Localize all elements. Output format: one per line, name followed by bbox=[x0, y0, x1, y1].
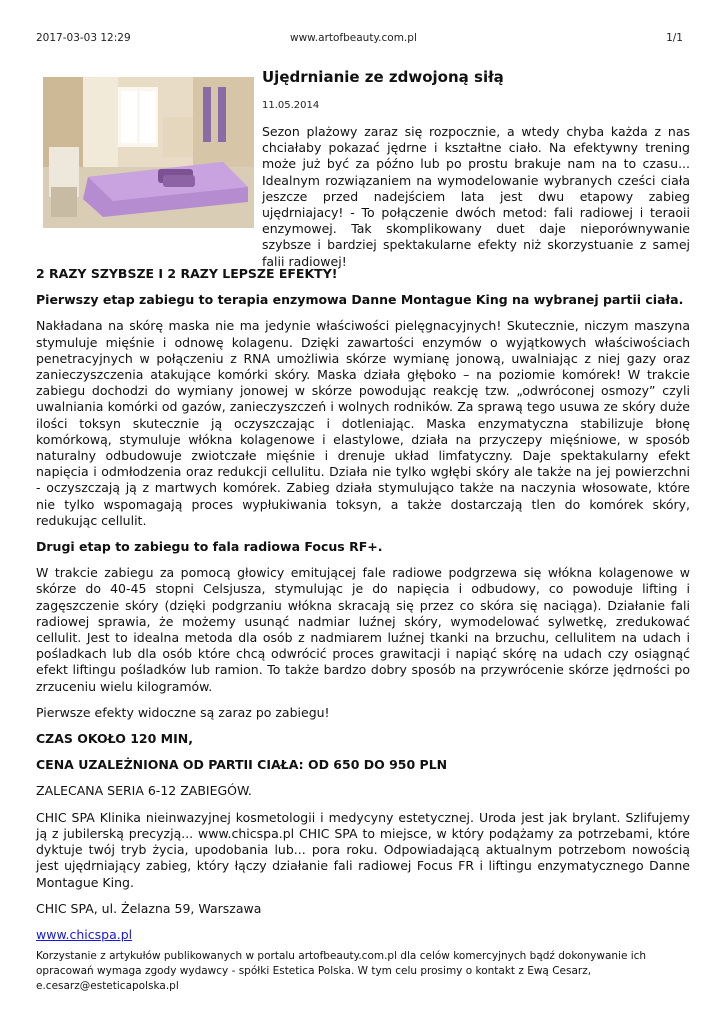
paragraph-effects: Pierwsze efekty widoczne są zaraz po zabiegu! bbox=[36, 704, 330, 720]
heading-time: CZAS OKOŁO 120 MIN, bbox=[36, 731, 193, 747]
print-url: www.artofbeauty.com.pl bbox=[290, 32, 417, 44]
footer-notice: Korzystanie z artykułów publikowanych w portalu artofbeauty.com.pl dla celów komercyjnych bądź dokonywanie ich opracowań wymaga zgody wydawcy - spółki Estetica Polska. W tym celu prosimy o kontakt z Ewą Cesarz, e.cesarz@esteticapolska.pl bbox=[36, 950, 647, 992]
paragraph-enzyme: Nakładana na skórę maska nie ma jedynie właściwości pielęgnacyjnych! Skutecznie, niczym maszyna stymuluje mięśnie i odnowę kolagenu. Dzięki zawartości enzymów o wyjątkowych właściwościach penetracyjnych w połączeniu z RNA umożliwia skórze wymianę jonową, uwalniając z niej gazy oraz zanieczyszczenia atakujące komórki skóry. Maska działa głęboko – na poziomie komórek! W trakcie zabiegu dochodzi do wymiany jonowej w skórze powodując reakcję tzw. „odwróconej osmozy” czyli uwalniania komórki od gazów, zanieczyszczeń i wolnych rodników. Za sprawą tego usuwa ze skóry duże ilości toksyn skutecznie ją oczyszczając i dotleniając. Maska enzymatyczna stabilizuje błonę komórkową, stymuluje włókna kolagenowe i elastylowe, działa na przyczepy mięśniowe, w sposób naturalny odbudowuje zwiotczałe mięśnie i drenuje układ limfatyczny. Daje spektakularny efekt napięcia i odmłodzenia oraz redukcji cellulitu. Działa nie tylko wgłębi skóry ale także na jej powierzchni - oczyszczają ją z martwych komórek. Zabieg działa stymulująco także na naczynia włosowate, które nie tylko wspomagają proces wypłukiwania toksyn, a także dostarczają tlen do komórek skóry, redukując cellulit. bbox=[36, 318, 690, 528]
heading-stage-one: Pierwszy etap zabiegu to terapia enzymowa Danne Montague King na wybranej partii ciała. bbox=[36, 292, 684, 308]
article-title: Ujędrnianie ze zdwojoną siłą bbox=[262, 68, 504, 86]
chicspa-link[interactable]: www.chicspa.pl bbox=[36, 926, 133, 942]
article-photo bbox=[43, 77, 254, 228]
print-datetime: 2017-03-03 12:29 bbox=[36, 32, 131, 44]
paragraph-series: ZALECANA SERIA 6-12 ZABIEGÓW. bbox=[36, 783, 252, 799]
paragraph-clinic: CHIC SPA Klinika nieinwazyjnej kosmetologii i medycyny estetycznej. Uroda jest jak brylant. Szlifujemy ją z jubilerską precyzją... www.chicspa.pl CHIC SPA to miejsce, w który podążamy za potrzebami, które dyktuje twój tryb życia, upodobania lub... pora roku. Odpowiadającą aktualnym potrzebom nowością jest ujędrniający zabieg, który łączy działanie fali radiowej Focus FR i liftingu enzymatycznego Danne Montague King. bbox=[36, 809, 690, 890]
article-intro: Sezon plażowy zaraz się rozpocznie, a wtedy chyba każda z nas chciałaby pokazać jędrne i kształtne ciało. Na efektywny trening może już być za późno lub po prostu brakuje nam na to czasu... Idealnym rozwiązaniem na wymodelowanie wybranych cześci ciała jeszcze przed nadejściem lata jest dwu etapowy zabieg ujędrniajacy! - To połączenie dwóch metod: fali radiowej i teraoii enzymowej. Tak skomplikowany duet daje nieporównywanie szybsze i bardziej spektakularne efekty niż skorzystuanie z samej falii radiowej! bbox=[262, 124, 690, 269]
paragraph-radio: W trakcie zabiegu za pomocą głowicy emitującej fale radiowe podgrzewa się włókna kolagenowe w skórze do 40-45 stopni Celsjusza, stymulując je do napięcia i odbudowy, co powoduje lifting i zagęszczenie skóry (dzięki podgrzaniu włókna skracają się przez co skóra się naciąga). Działanie fali radiowej sprawia, że możemy usunąć nadmiar luźnej skóry, wymodelować sylwetkę, zredukować cellulit. Jest to idealna metoda dla osób z nadmiarem luźnej tkanki na brzuchu, cellulitem na udach i pośladkach lub dla osób które chcą odwrócić proces grawitacji i napiąć skórę na udach czy osiągnąć efekt liftingu pośladków lub ramion. To także bardzo dobry sposób na przywrócenie skórze jędrności po zrzuceniu wielu kilogramów. bbox=[36, 565, 690, 694]
heading-price: CENA UZALEŻNIONA OD PARTII CIAŁA: OD 650 DO 950 PLN bbox=[36, 757, 448, 773]
heading-stage-two: Drugi etap to zabiegu to fala radiowa Focus RF+. bbox=[36, 539, 383, 555]
article-body bbox=[36, 266, 690, 953]
paragraph-address: CHIC SPA, ul. Żelazna 59, Warszawa bbox=[36, 900, 262, 916]
heading-speed: 2 RAZY SZYBSZE I 2 RAZY LEPSZE EFEKTY! bbox=[36, 266, 338, 281]
article-date: 11.05.2014 bbox=[262, 100, 320, 111]
page-number: 1/1 bbox=[666, 32, 683, 44]
